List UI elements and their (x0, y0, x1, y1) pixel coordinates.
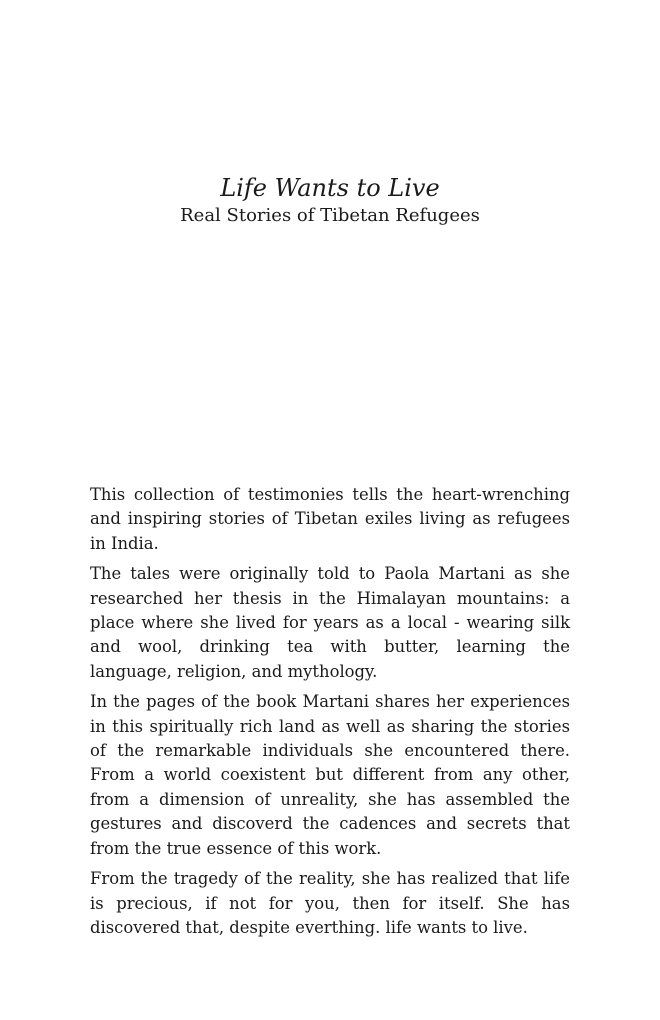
book-subtitle: Real Stories of Tibetan Refugees (180, 205, 480, 226)
description-paragraph: This collection of testimonies tells the heart-wrenching and inspiring stories of Tibetan exiles living as refugees in India. (90, 485, 570, 553)
description-paragraph: The tales were originally told to Paola Martani as she researched her thesis in the Himalayan mountains: a place where she lived for years as a local - wearing silk and wool, drinking tea with butter, learning the language, religion, and mythology. (90, 564, 570, 681)
title-block (0, 172, 660, 228)
description-paragraph: In the pages of the book Martani shares her experiences in this spiritually rich land as well as sharing the stories of the remarkable individuals she encountered there. From a world coexistent but different from any other, from a dimension of unreality, she has assembled the gestures and discoverd the cadences and secrets that from the true essence of this work. (90, 692, 570, 858)
book-title: Life Wants to Live (220, 174, 440, 202)
book-description (90, 483, 570, 946)
description-paragraph: From the tragedy of the reality, she has realized that life is precious, if not for you, then for itself. She has discovered that, despite everthing. life wants to live. (90, 869, 570, 937)
